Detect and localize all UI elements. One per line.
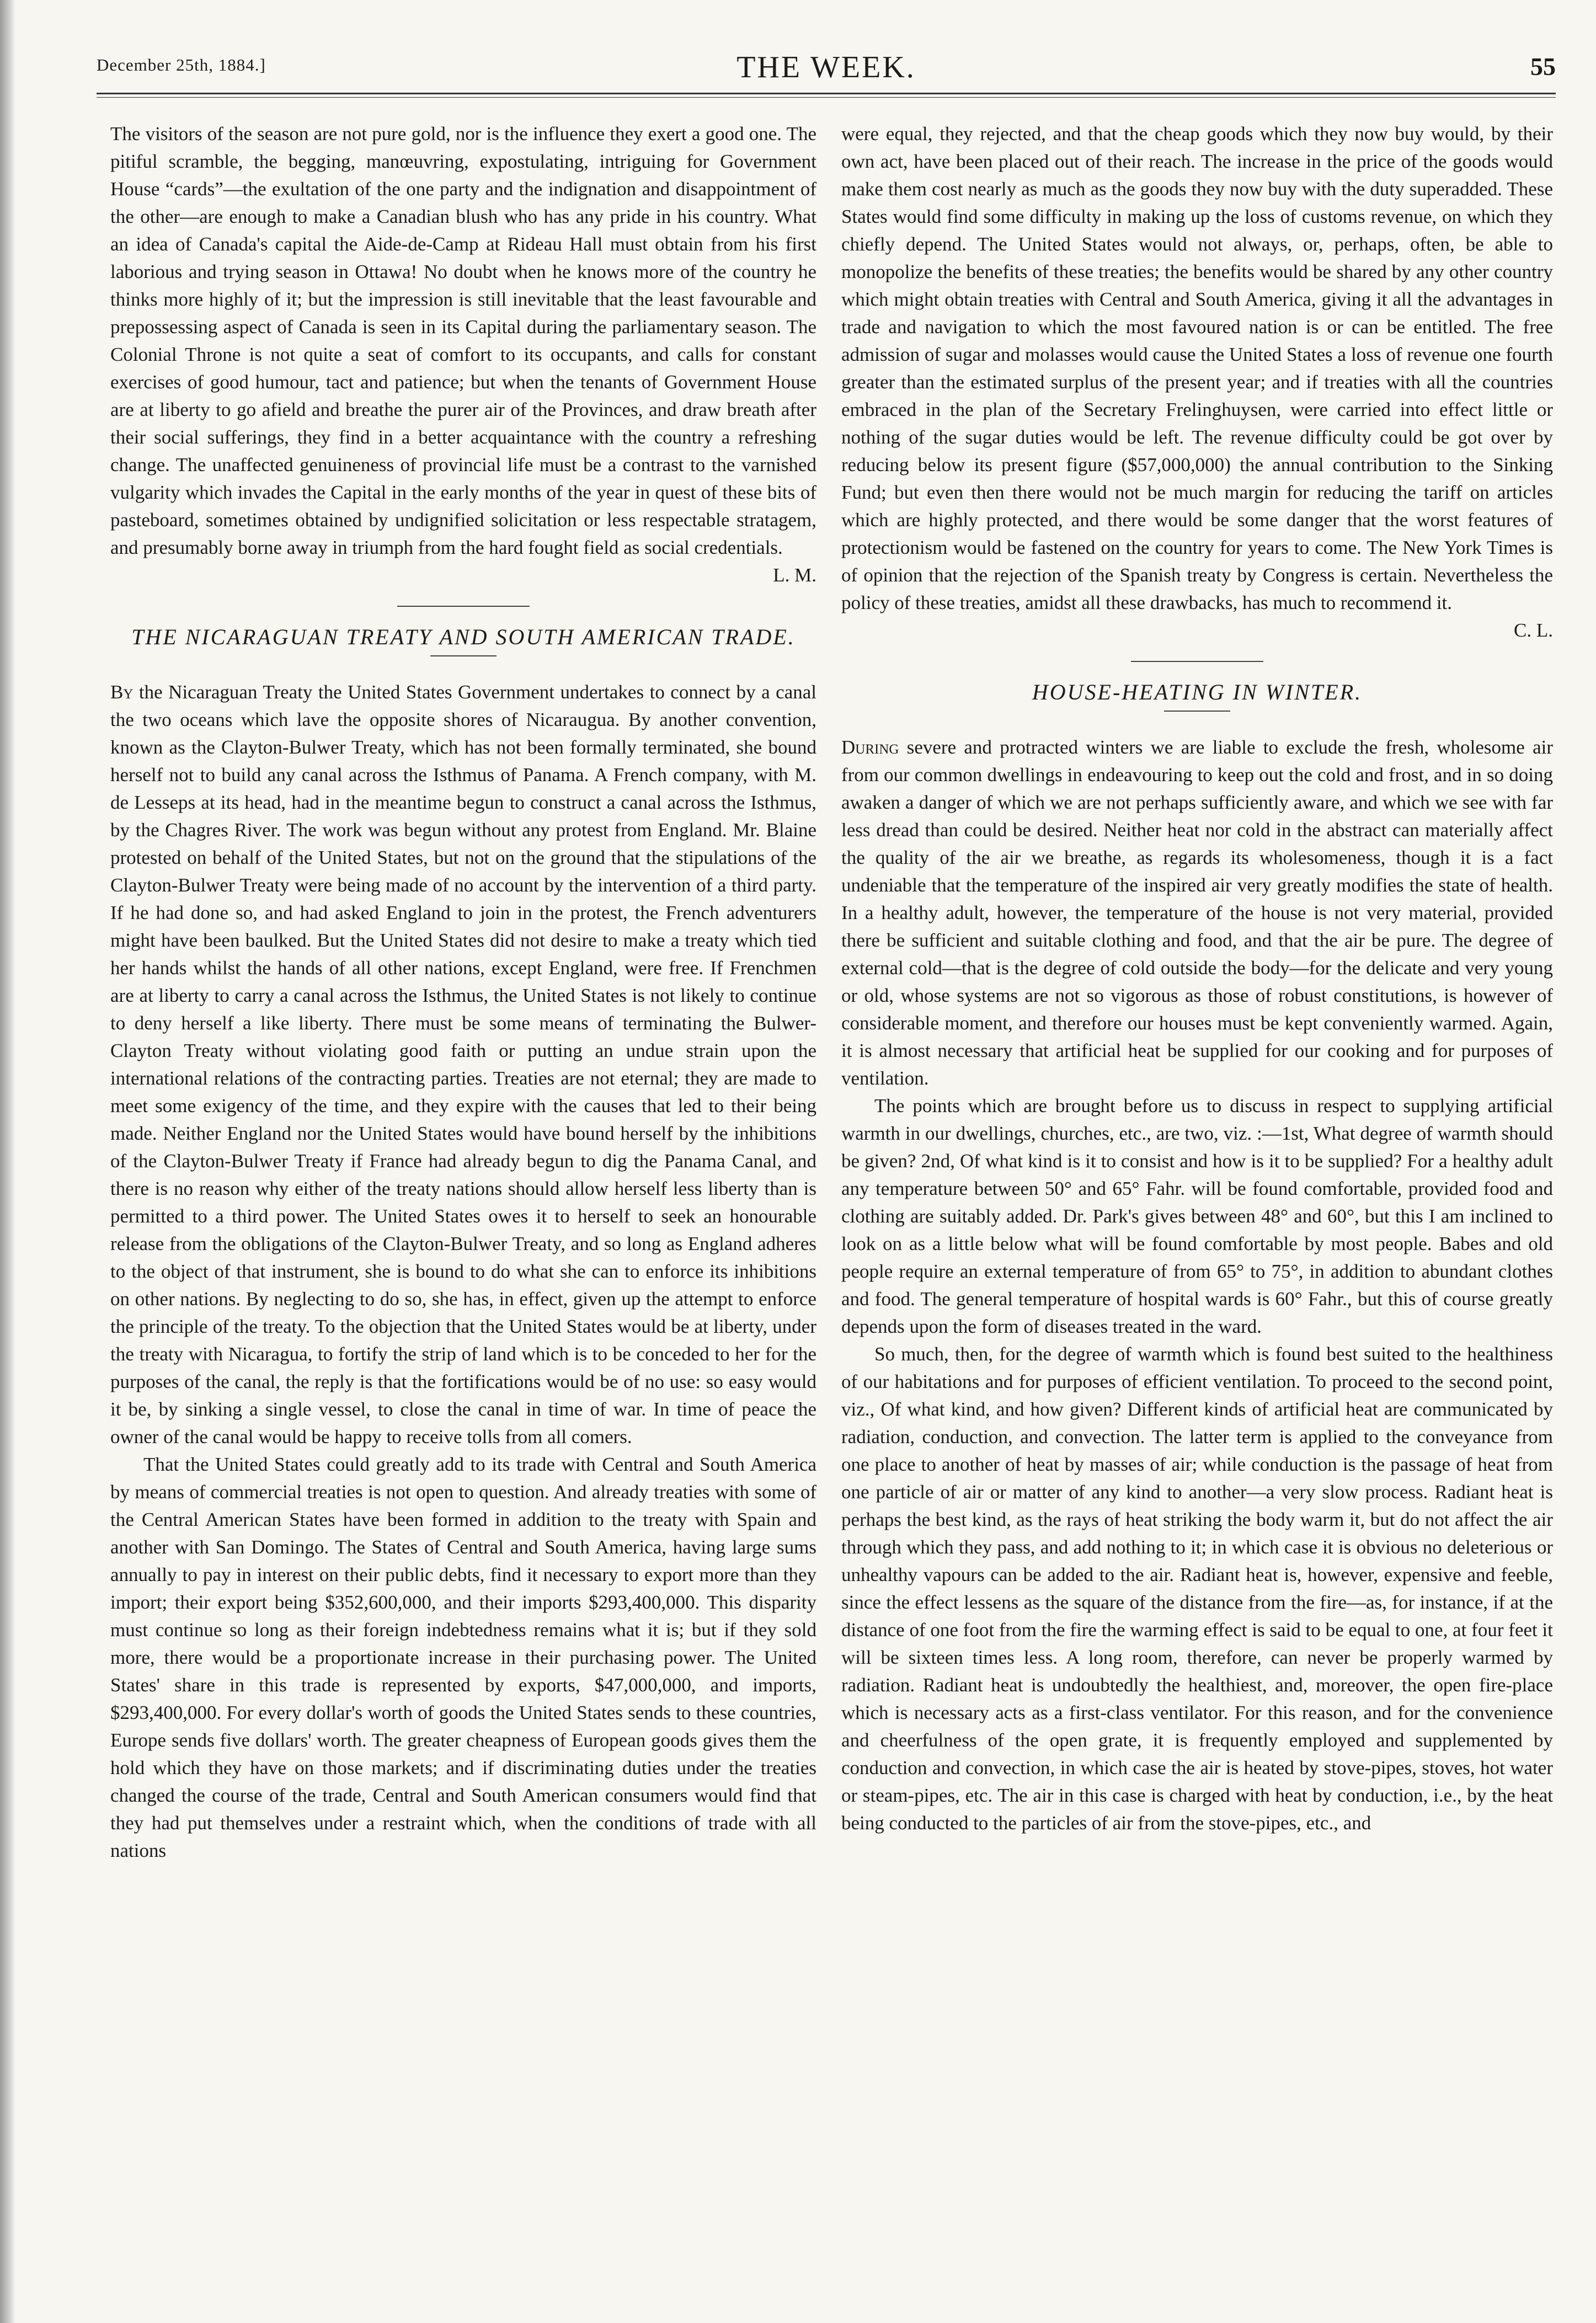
section-title-house-heating: HOUSE-HEATING IN WINTER. <box>1032 680 1363 704</box>
heating-paragraph-3: So much, then, for the degree of warmth which is found best suited to the healthiness of our habitations and for purposes of efficient ventilation. To proceed to the second point, viz., Of what kind, and how given? Different kinds of artificial heat are communicated by radiation, conduction, and convection. The latter term is applied to the conveyance from one place to another of heat by masses of air; while conduction is the passage of heat from one particle of air or matter of any kind to another—a very slow process. Radiant heat is perhaps the best kind, as the rays of heat striking the body warm it, but do not affect the air through which they pass, and add nothing to it; in which case it is obvious no deleterious or unhealthy vapours can be added to the air. Radiant heat is, however, expensive and feeble, since the effect lessens as the square of the distance from the fire—as, for instance, if at the distance of one foot from the fire the warming effect is said to be equal to one, at four feet it will be sixteen times less. A long room, therefore, can never be properly warmed by radiation. Radiant heat is undoubtedly the healthiest, and, moreover, the open fire-place which is necessary acts as a first-class ventilator. For this reason, and for the convenience and cheerfulness of the open grate, it is frequently employed and supplemented by conduction and convection, in which case the air is heated by stove-pipes, stoves, hot water or steam-pipes, etc. The air in this case is charged with heat by conduction, i.e., by the heat being conducted to the particles of air from the stove-pipes, etc., and <box>841 1343 1553 1834</box>
page-header <box>97 50 1556 88</box>
masthead-title: THE WEEK. <box>736 50 916 84</box>
right-column <box>841 120 1553 2305</box>
intro-paragraph: The visitors of the season are not pure gold, nor is the influence they exert a good one. The pitiful scramble, the begging, manœuvring, expostulating, intriguing for Government House “cards”—the exultation of the one party and the indignation and disappointment of the other—are enough to make a Canadian blush who has any pride in his country. What an idea of Canada's capital the Aide-de-Camp at Rideau Hall must obtain from his first laborious and trying season in Ottawa! No doubt when he knows more of the country he thinks more highly of it; but the impression is still inevitable that the least favourable and prepossessing aspect of Canada is seen in its Capital during the parliamentary season. The Colonial Throne is not quite a seat of comfort to its occupants, and calls for constant exercises of good humour, tact and patience; but when the tenants of Government House are at liberty to go afield and breathe the purer air of the Provinces, and draw breath after their social sufferings, they find in a better acquaintance with the country a refreshing change. The unaffected genuineness of provincial life must be a contrast to the varnished vulgarity which invades the Capital in the early months of the year in quest of these bits of pasteboard, sometimes obtained by undignified solicitation or less respectable stratagem, and presumably borne away in triumph from the hard fought field as social credentials. <box>110 123 816 558</box>
title-underline <box>1164 711 1230 712</box>
header-rule <box>97 93 1556 94</box>
nicaraguan-paragraph-1-text: the Nicaraguan Treaty the United States Government undertakes to connect by a canal the two oceans which lave the opposite shores of Nicaraugua. By another convention, known as the Clayton-Bulwer Treaty, which has not been formally terminated, she bound herself not to build any canal across the Isthmus of Panama. A French company, with M. de Lesseps at its head, had in the meantime begun to construct a canal across the Isthmus, by the Chagres River. The work was begun without any protest from England. Mr. Blaine protested on behalf of the United States, but not on the ground that the stipulations of the Clayton-Bulwer Treaty were being made of no account by the intervention of a third party. If he had done so, and had asked England to join in the protest, the French adventurers might have been baulked. But the United States did not desire to make a treaty which tied her hands whilst the hands of all other nations, except England, were free. If Frenchmen are at liberty to carry a canal across the Isthmus, the United States is not likely to continue to deny herself a like liberty. There must be some means of terminating the Bulwer-Clayton Treaty without violating good faith or putting an undue strain upon the international relations of the contracting parties. Treaties are not eternal; they are made to meet some exigency of the time, and they expire with the causes that led to their being made. Neither England nor the United States would have bound herself by the inhibitions of the Clayton-Bulwer Treaty if France had already begun to dig the Panama Canal, and there is no reason why either of the treaty nations should allow herself less liberty than is permitted to a third power. The United States owes it to herself to seek an honourable release from the obligations of the Clayton-Bulwer Treaty, and so long as England adheres to the object of that instrument, she is bound to do what she can to enforce its inhibitions on other nations. By neglecting to do so, she has, in effect, given up the attempt to enforce the principle of the treaty. To the objection that the United States would be at liberty, under the treaty with Nicaragua, to fortify the strip of land which is to be conceded to her for the purposes of the canal, the reply is that the fortifications would be of no use: so easy would it be, by sinking a single vessel, to close the canal in time of war. In time of peace the owner of the canal would be happy to receive tolls from all comers. <box>110 681 816 1448</box>
heating-paragraph-2: The points which are brought before us to discuss in respect to supplying artificial warmth in our dwellings, churches, etc., are two, viz. :—1st, What degree of warmth should be given? 2nd, Of what kind is it to consist and how is it to be supplied? For a healthy adult any temperature between 50° and 65° Fahr. will be found comfortable, provided food and clothing are suitably added. Dr. Park's gives between 48° and 60°, but this I am inclined to look on as a little below what will be found comfortable by most people. Babes and old people require an external temperature of from 65° to 75°, in addition to abundant clothes and food. The general temperature of hospital wards is 60° Fahr., but this of course greatly depends upon the form of diseases treated in the ward. <box>841 1095 1553 1337</box>
section-divider <box>397 606 530 607</box>
page-number: 55 <box>1530 52 1556 81</box>
continuation-paragraph: were equal, they rejected, and that the cheap goods which they now buy would, by their own act, have been placed out of their reach. The increase in the price of the goods would make them cost nearly as much as the goods they now buy with the duty superadded. These States would find some difficulty in making up the loss of customs revenue, on which they chiefly depend. The United States would not always, or, perhaps, often, be able to monopolize the benefits of these treaties; the benefits would be shared by any other country which might obtain treaties with Central and South America, giving it all the advantages in trade and navigation to which the most favoured nation is or can be entitled. The free admission of sugar and molasses would cause the United States a loss of revenue one fourth greater than the estimated surplus of the present year; and if treaties with all the countries embraced in the plan of the Secretary Frelinghuysen, were carried into effect little or nothing of the sugar duties would be left. The revenue difficulty could be got over by reducing below its present figure ($57,000,000) the annual contribution to the Sinking Fund; but even then there would not be much margin for reducing the tariff on articles which are highly protected, and there would be some danger that the worst features of protectionism would be fastened on the country for years to come. The New York Times is of opinion that the rejection of the Spanish treaty by Congress is certain. Nevertheless the policy of these treaties, amidst all these drawbacks, has much to recommend it. <box>841 123 1553 613</box>
header-rule-thin <box>97 97 1556 98</box>
binding-edge <box>0 0 15 2323</box>
intro-signature: L. M. <box>773 564 816 586</box>
section-divider <box>1131 661 1263 662</box>
nicaraguan-paragraph-1 <box>110 679 816 1451</box>
heating-paragraph-1-text: severe and protracted winters we are liable to exclude the fresh, wholesome air from our common dwellings in endeavouring to keep out the cold and frost, and in so doing awaken a danger of which we are not perhaps sufficiently aware, and which we see with far less dread than could be desired. Neither heat nor cold in the abstract can materially affect the quality of the air we breathe, as regards its wholesomeness, though it is a fact undeniable that the temperature of the inspired air very greatly modifies the state of health. In a healthy adult, however, the temperature of the house is not very material, provided there be sufficient and suitable clothing and food, and that the air be pure. The degree of external cold—that is the degree of cold outside the body—for the delicate and very young or old, whose systems are not so vigorous as those of robust constitutions, is however of considerable moment, and therefore our houses must be kept conveniently warmed. Again, it is almost necessary that artificial heat be supplied for our cooking and for purposes of ventilation. <box>841 736 1553 1089</box>
drop-word: During <box>841 736 899 758</box>
header-date: December 25th, 1884.] <box>97 55 266 74</box>
nicaraguan-paragraph-2: That the United States could greatly add to its trade with Central and South America by means of commercial treaties is not open to question. And already treaties with some of the Central American States have been formed in addition to the treaty with Spain and another with San Domingo. The States of Central and South America, having large sums annually to pay in interest on their public debts, find it necessary to export more than they import; their export being $352,600,000, and their imports $293,400,000. This disparity must continue so long as their foreign indebtedness remains what it is; but if they sold more, there would be a proportionate increase in their purchasing power. The United States' share in this trade is represented by exports, $47,000,000, and imports, $293,400,000. For every dollar's worth of goods the United States sends to these countries, Europe sends five dollars' worth. The greater cheapness of European goods gives them the hold which they have on those markets; and if discriminating duties under the treaties changed the course of the trade, Central and South American consumers would find that they had put themselves under a restraint which, when the conditions of trade with all nations <box>110 1454 816 1861</box>
heating-paragraph-1 <box>841 734 1553 1092</box>
continuation-signature: C. L. <box>1514 620 1553 641</box>
drop-word: By <box>110 681 134 703</box>
section-title-nicaraguan-treaty: THE NICARAGUAN TREATY AND SOUTH AMERICAN TRADE. <box>131 624 796 649</box>
left-column <box>110 120 816 2305</box>
title-underline <box>430 655 497 656</box>
